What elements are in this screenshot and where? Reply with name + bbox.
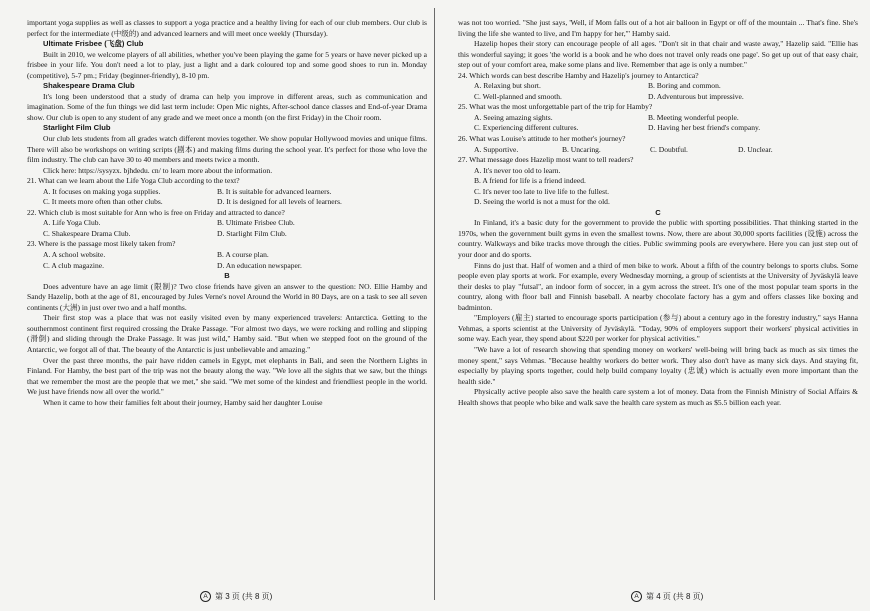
q23-options-row2 <box>27 261 427 272</box>
drama-club-heading: Shakespeare Drama Club <box>43 81 135 91</box>
passage-c-paragraph-2: Finns do just that. Half of women and a third of men bike to work. About a fifth of the country belongs to sports clubs. Some people even play sports at work. For example, every Wednesday morning, a group of scientists at the University of Jyväskylä leave their desks to play "futsal", an indoor form of soccer, in a gym across the street. It's one of the most popular team sports in the country, along with floor ball and Finnish baseball. A nearby chocolate factory has a gym and offers classes like boxing and badminton. <box>458 260 858 312</box>
q27-option-a[interactable]: A. It's never too old to learn. <box>474 165 561 175</box>
q23-option-d[interactable]: D. An education newspaper. <box>217 260 302 270</box>
q24-option-c[interactable]: C. Well-planned and smooth. <box>474 91 562 101</box>
section-c-heading: C <box>655 207 661 217</box>
right-page-number: 第 4 页 (共 8 页) <box>646 592 704 601</box>
q27-option-c[interactable]: C. It's never too late to live life to the fullest. <box>474 186 610 196</box>
passage-c-paragraph-4: "We have a lot of research showing that spending money on workers' well-being will bring back as much as six times the money spent," says Vehmas. "Because healthy workers do better work. They also don't have as many sick days. And staying fit, especially by playing sports together, could help build company loyalty (忠诚) which is actually even more important than the health side." <box>458 344 858 386</box>
q22-options-row1 <box>27 218 427 229</box>
q27-option-d[interactable]: D. Seeing the world is not a must for the old. <box>474 197 610 207</box>
frisbee-club-heading: Ultimate Frisbee (飞盘) Club <box>43 39 144 49</box>
q23-options-row1 <box>27 250 427 261</box>
question-24: 24. Which words can best describe Hamby and Hazelip's journey to Antarctica? <box>458 70 699 80</box>
passage-c-paragraph-3: "Employers (雇主) started to encourage sports participation (参与) about a century ago in the forestry industry," says Hanna Vehmas, a sports scientist at the University of Jyväskylä. "Today, 90% of employers support their workers' physical activities in some way. Each year, they spend about $220 per worker for physical activities." <box>458 313 858 344</box>
q26-option-a[interactable]: A. Supportive. <box>474 144 519 154</box>
q26-option-c[interactable]: C. Doubtful. <box>650 144 688 154</box>
question-25: 25. What was the most unforgettable part of the trip for Hamby? <box>458 102 653 112</box>
right-page-column <box>458 18 858 408</box>
question-22: 22. Which club is most suitable for Ann who is free on Friday and attracted to dance? <box>27 207 285 217</box>
frisbee-club-paragraph: Built in 2010, we welcome players of all abilities, whether you've been playing the game for 5 years or have never picked up a frisbee in your life. You don't need a lot to play, just a light and a dark coloured top and some good shoes to run in. Monday (competitive), 5-7 pm.; Friday (beginner-friendly), 8-10 pm. <box>27 49 427 80</box>
passage-b-paragraph-5: was not too worried. "She just says, 'Well, if Mom falls out of a hot air balloon in Egypt or off of the mountain ... That's fine. She's living the life she wanted to live, and I'm happy for her,'" Hamby said. <box>458 18 858 38</box>
q22-option-b[interactable]: B. Ultimate Frisbee Club. <box>217 218 295 228</box>
q25-option-d[interactable]: D. Having her best friend's company. <box>648 123 761 133</box>
film-club-paragraph: Our club lets students from all grades watch different movies together. We show popular Hollywood movies and unique films. There will also be workshops on writing scripts (剧本) and making films during the school year. It's perfect for those who love the film industry. The club can have 30 to 40 members and meets twice a month. <box>27 134 427 165</box>
q24-option-a[interactable]: A. Relaxing but short. <box>474 81 541 91</box>
passage-c-paragraph-5: Physically active people also save the health care system a lot of money. Data from the Finnish Ministry of Social Affairs & Health shows that people who bike and walk save the health care system as much as $5.5 billion each year. <box>458 387 858 407</box>
passage-b-paragraph-1: Does adventure have an age limit (限制)? Two close friends have given an answer to the question: NO. Ellie Hamby and Sandy Hazelip, both at the age of 81, encouraged by Jules Verne's novel Around the World in 80 Days, are on a task to see all seven continents (大洲) in just over two and a half months. <box>27 281 427 312</box>
passage-b-paragraph-4: When it came to how their families felt about their journey, Hamby said her daughter Louise <box>43 397 323 407</box>
q25-options-row1 <box>458 113 858 124</box>
left-page-footer <box>200 591 272 602</box>
passage-b-paragraph-3: Over the past three months, the pair have ridden camels in Egypt, met elephants in Bali, and seen the Northern Lights in Finland. For Hamby, the best part of the trip was not the beauty along the way. "We love all the sights that we saw, but the things that we remember the most are the people that we met," she said. "We met some of the kindest and friendliest people in the world. We just have friends now all over the world." <box>27 355 427 397</box>
right-page-footer <box>631 591 703 602</box>
q25-option-c[interactable]: C. Experiencing different cultures. <box>474 123 579 133</box>
yoga-club-paragraph: important yoga supplies as well as classes to support a yoga practice and a healthy living for each of our club members. Our club is perfect for the intermediate (中级的) and advanced learners and will meet once weekly (Thursday). <box>27 18 427 38</box>
question-26: 26. What was Louise's attitude to her mother's journey? <box>458 134 626 144</box>
q26-option-d[interactable]: D. Unclear. <box>738 144 773 154</box>
q25-options-row2 <box>458 123 858 134</box>
q21-options-row1 <box>27 187 427 198</box>
left-page-number: 第 3 页 (共 8 页) <box>215 592 273 601</box>
q21-option-a[interactable]: A. It focuses on making yoga supplies. <box>43 186 161 196</box>
paper-version-badge: A <box>200 591 211 602</box>
q22-option-d[interactable]: D. Starlight Film Club. <box>217 228 287 238</box>
q21-option-d[interactable]: D. It is designed for all levels of learners. <box>217 197 342 207</box>
q23-option-b[interactable]: B. A course plan. <box>217 250 269 260</box>
q22-option-a[interactable]: A. Life Yoga Club. <box>43 218 101 228</box>
q26-options-row <box>458 145 858 156</box>
paper-version-badge: A <box>631 591 642 602</box>
film-club-heading: Starlight Film Club <box>43 123 111 133</box>
q24-options-row2 <box>458 92 858 103</box>
q23-option-c[interactable]: C. A club magazine. <box>43 260 104 270</box>
left-page-column <box>27 18 427 408</box>
question-21: 21. What can we learn about the Life Yoga Club according to the text? <box>27 176 240 186</box>
section-b-heading: B <box>224 271 230 281</box>
page-divider <box>434 8 435 600</box>
q21-option-b[interactable]: B. It is suitable for advanced learners. <box>217 186 332 196</box>
click-here-line: Click here: https://sysyzx. bjhdedu. cn/ to learn more about the information. <box>43 165 273 175</box>
q21-options-row2 <box>27 197 427 208</box>
passage-b-paragraph-2: Their first stop was a place that was not easily visited even by many experienced travelers: Antarctica. Getting to the southernmost continent first required crossing the Drake Passage. "For almost two days, we were rocking and rolling and slipping (滑倒) and sliding through the Drake Passage. It was just wild," Hamby said. "But when we stepped foot on the ground of the Antarctic, we forgot all of that. The beauty of the Antarctic is just unbelievable and amazing." <box>27 313 427 354</box>
passage-c-paragraph-1: In Finland, it's a basic duty for the government to provide the public with sporting possibilities. That thinking started in the 1970s, when the government built gyms in even the smallest towns. Now, there are about 30,000 sports facilities (设施) across the country. Walkways and bike tracks move through the cities. Public swimming pools are everywhere. Here you can just step out of your door and do sports. <box>458 218 858 260</box>
q24-option-d[interactable]: D. Adventurous but impressive. <box>648 91 744 101</box>
q23-option-a[interactable]: A. A school website. <box>43 250 106 260</box>
q22-options-row2 <box>27 229 427 240</box>
q24-options-row1 <box>458 81 858 92</box>
q25-option-a[interactable]: A. Seeing amazing sights. <box>474 112 553 122</box>
drama-club-paragraph: It's long been understood that a study of drama can help you improve in different areas, such as communication and imagination. Some of the fun things we did last term include: Open Mic nights, After-school dance classes and End-of-year Drama show. Our club is open to any student of any grade and we meet once a month (on the first Friday) in the Choir room. <box>27 91 427 122</box>
q25-option-b[interactable]: B. Meeting wonderful people. <box>648 112 739 122</box>
q24-option-b[interactable]: B. Boring and common. <box>648 81 721 91</box>
q26-option-b[interactable]: B. Uncaring. <box>562 144 601 154</box>
q22-option-c[interactable]: C. Shakespeare Drama Club. <box>43 228 131 238</box>
passage-b-paragraph-6: Hazelip hopes their story can encourage people of all ages. "Don't sit in that chair and waste away," Hazelip said. "Ellie has this wonderful saying; it goes 'the world is a book and he who does not travel only reads one page'. So get up out of that easy chair, step out of your comfort area, make some plans and live. Remember that age is only a number." <box>458 39 858 70</box>
question-27: 27. What message does Hazelip most want to tell readers? <box>458 155 634 165</box>
q21-option-c[interactable]: C. It meets more often than other clubs. <box>43 197 163 207</box>
question-23: 23. Where is the passage most likely taken from? <box>27 239 176 249</box>
q27-option-b[interactable]: B. A friend for life is a friend indeed. <box>474 176 586 186</box>
